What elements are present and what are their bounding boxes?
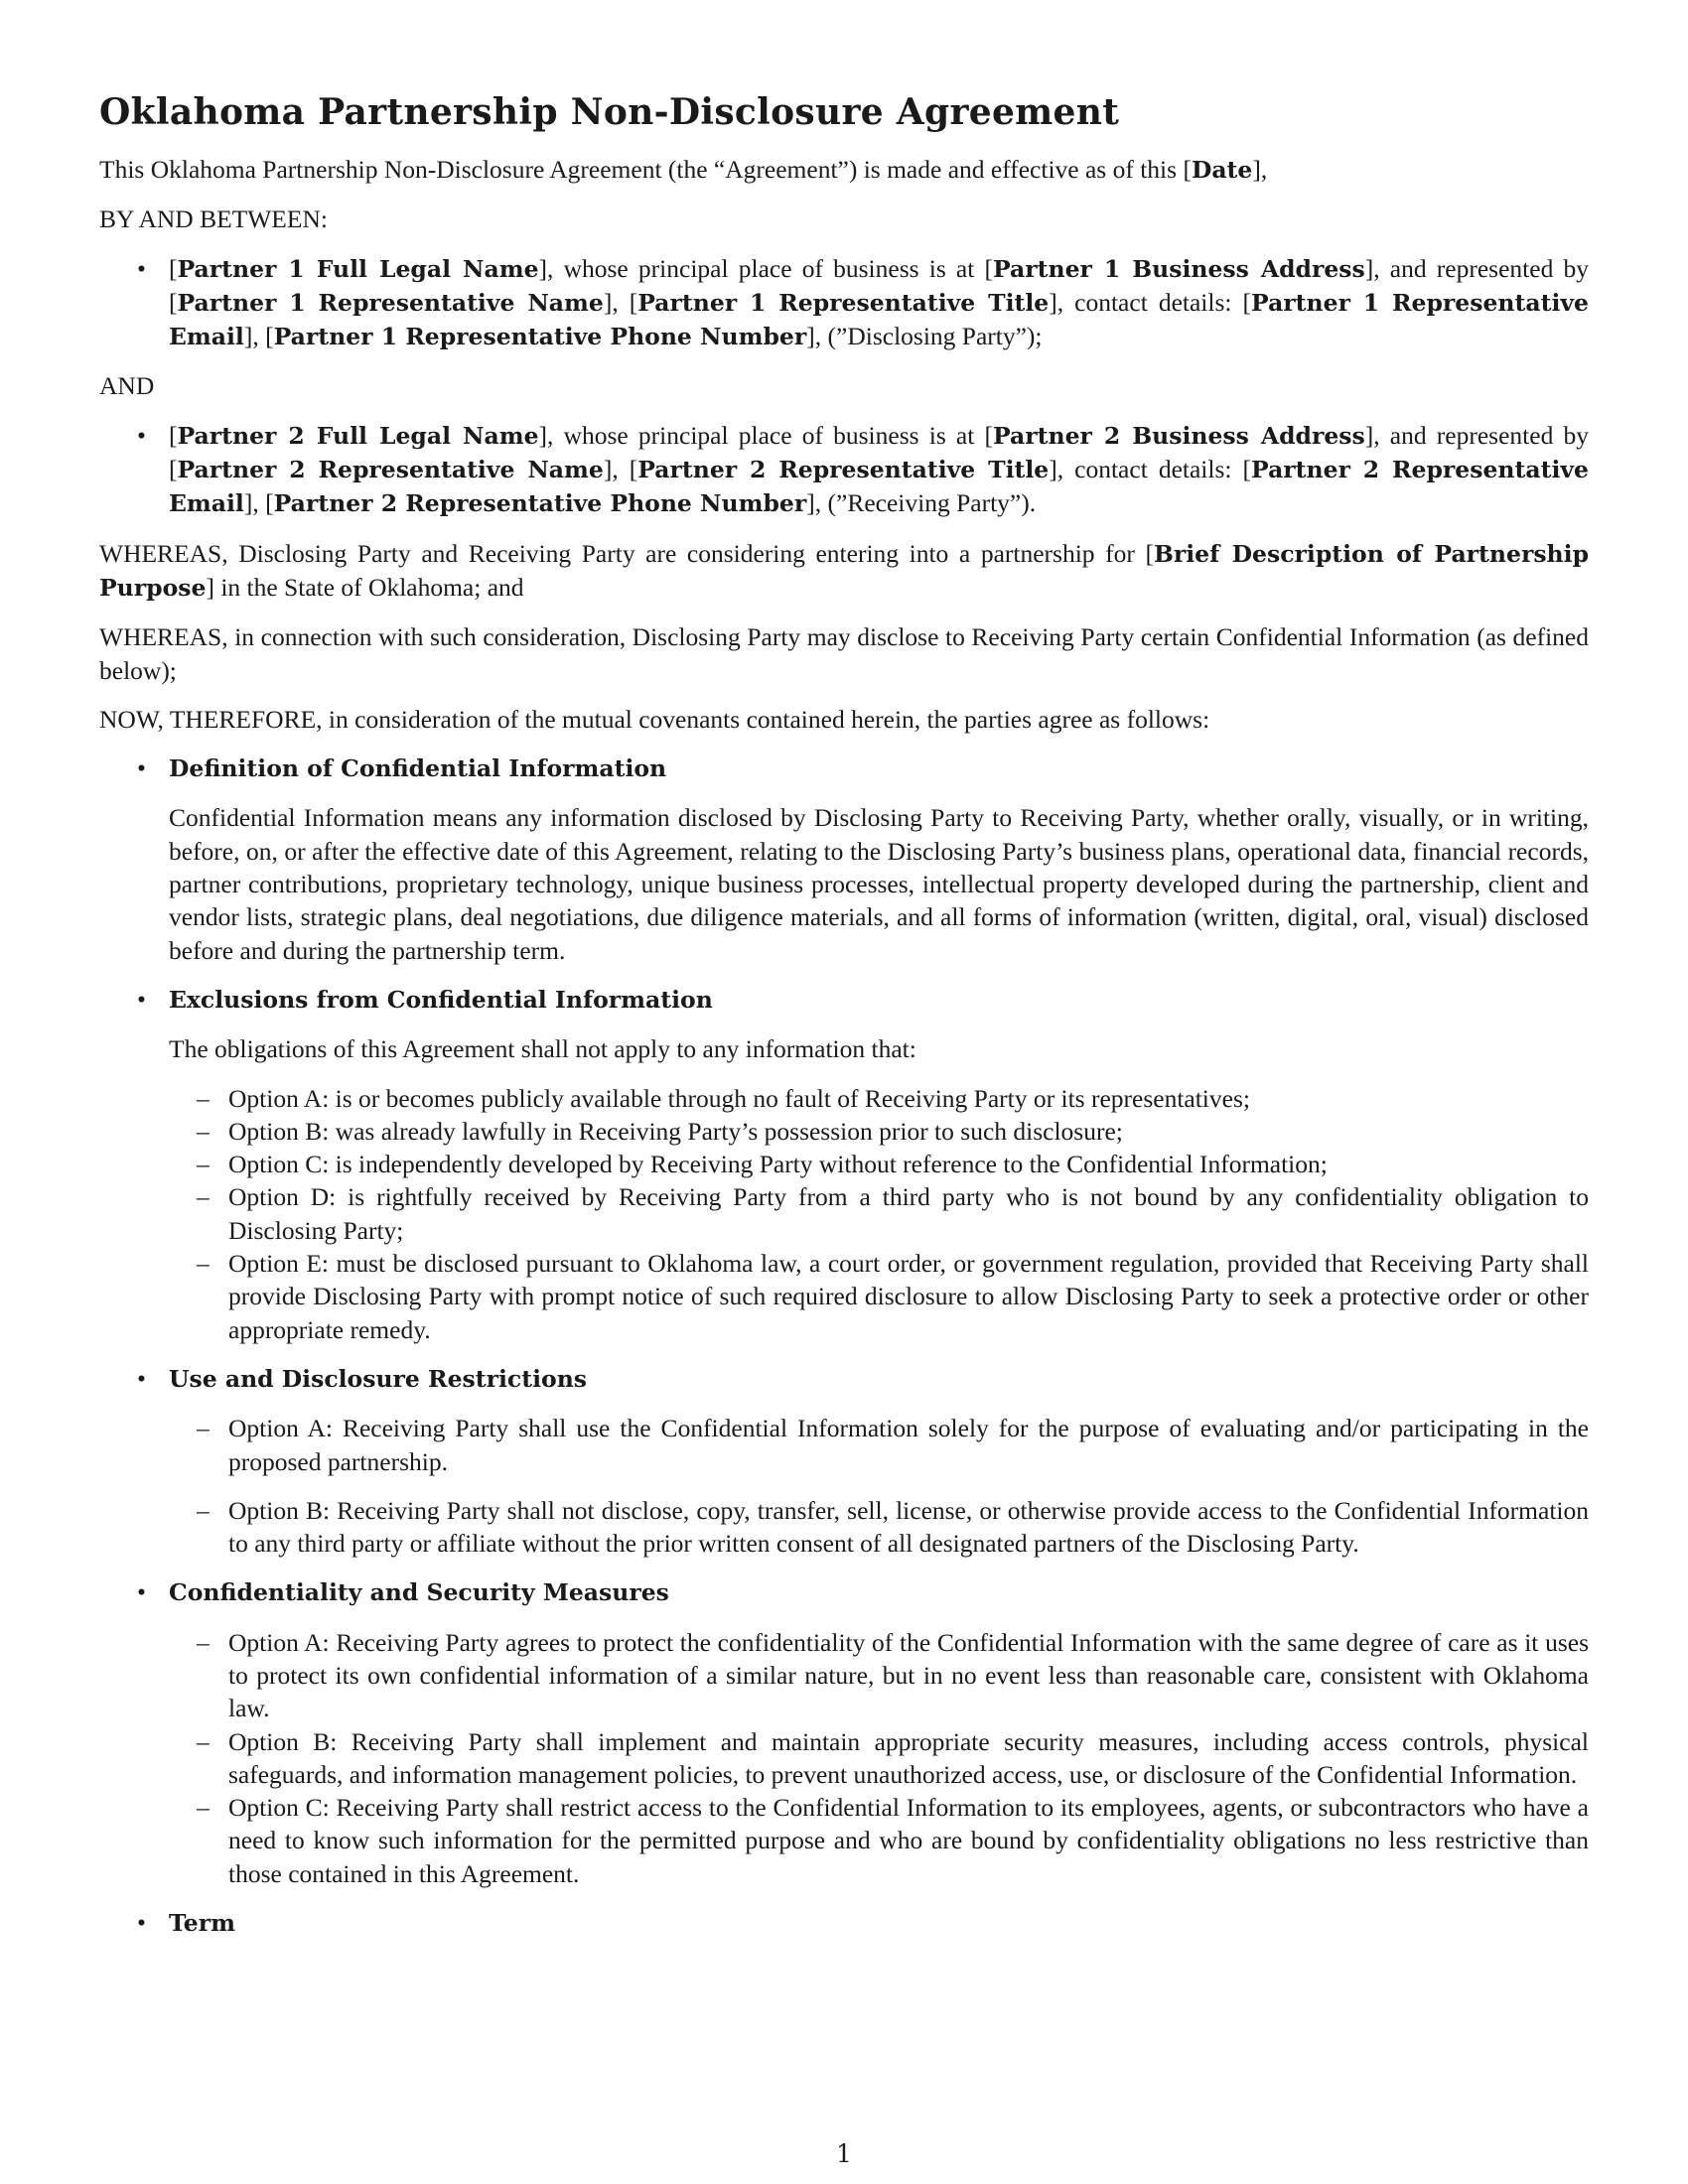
section-security xyxy=(99,1575,1589,1890)
section-definition xyxy=(99,751,1589,967)
now-therefore: NOW, THEREFORE, in consideration of the mutual covenants contained herein, the parties agree as follows: xyxy=(99,704,1210,734)
list-item: – Option A: Receiving Party agrees to protect the confidentiality of the Confidential Information with the same degree of care as it uses to protect its own confidential information of a similar nature, but in no event less than reasonable care, consistent with Oklahoma law. xyxy=(99,1626,1589,1725)
list-item: – Option A: is or becomes publicly available through no fault of Receiving Party or its representatives; xyxy=(99,1082,1589,1115)
section-body: Confidential Information means any information disclosed by Disclosing Party to Receiving Party, whether orally, visually, or in writing, before, on, or after the effective date of this Agreement, relating to the Disclosing Party’s business plans, operational data, financial records, partner contributions, proprietary technology, unique business processes, intellectual property developed during the partnership, client and vendor lists, strategic plans, deal negotiations, due diligence materials, and all forms of information (written, digital, oral, visual) disclosed before and during the partnership term. xyxy=(169,803,1589,965)
section-title: Confidentiality and Security Measures xyxy=(169,1578,669,1607)
date-placeholder: Date xyxy=(1191,156,1253,184)
page-number: 1 xyxy=(836,2139,852,2168)
partner-1-name: Partner 1 Full Legal Name xyxy=(177,254,539,283)
and-label: AND xyxy=(99,371,155,401)
between-label: BY AND BETWEEN: xyxy=(99,205,328,234)
partner-1-block: • [Partner 1 Full Legal Name], whose principal place of business is at [Partner 1 Business Address], and represented by [Partner 1 Representative Name], [Partner 1 Representative Title], contact details: [Partner 1 Representative Email], [Partner 1 Representative Phone Number], (”Disclosing Party”); xyxy=(99,252,1589,354)
intro-text: This Oklahoma Partnership Non-Disclosure Agreement (the “Agreement”) is made and effective as of this xyxy=(99,155,1184,184)
section-intro: The obligations of this Agreement shall not apply to any information that: xyxy=(169,1034,916,1064)
list-item: – Option B: Receiving Party shall not disclose, copy, transfer, sell, license, or otherwise provide access to the Confidential Information to any third party or affiliate without the prior written consent of all designated partners of the Disclosing Party. xyxy=(99,1494,1589,1561)
section-use xyxy=(99,1362,1589,1560)
section-exclusions xyxy=(99,983,1589,1346)
document-page xyxy=(99,87,1589,1956)
partner-2-phone: Partner 2 Representative Phone Number xyxy=(273,489,807,518)
partner-2-block: • [Partner 2 Full Legal Name], whose principal place of business is at [Partner 2 Business Address], and represented by [Partner 2 Representative Name], [Partner 2 Representative Title], contact details: [Partner 2 Representative Email], [Partner 2 Representative Phone Number], (”Receiving Party”). xyxy=(99,419,1589,521)
list-item: – Option B: was already lawfully in Receiving Party’s possession prior to such disclosure; xyxy=(99,1115,1589,1148)
list-item: – Option C: is independently developed by Receiving Party without reference to the Confidential Information; xyxy=(99,1148,1589,1180)
intro-paragraph: This Oklahoma Partnership Non-Disclosure Agreement (the “Agreement”) is made and effective as of this [Date], xyxy=(99,155,1268,184)
partner-2-rep-name: Partner 2 Representative Name xyxy=(177,456,604,484)
list-item: – Option B: Receiving Party shall implement and maintain appropriate security measures, including access controls, physical safeguards, and information management policies, to prevent unauthorized access, use, or disclosure of the Confidential Information. xyxy=(99,1725,1589,1792)
whereas-disclosure: WHEREAS, in connection with such consideration, Disclosing Party may disclose to Receiving Party certain Confidential Information (as defined below); xyxy=(99,622,1589,685)
section-title: Definition of Confidential Information xyxy=(169,754,667,783)
partner-1-phone: Partner 1 Representative Phone Number xyxy=(273,323,807,351)
partner-1-rep-title: Partner 1 Representative Title xyxy=(637,288,1050,317)
list-item: – Option D: is rightfully received by Receiving Party from a third party who is not bound by any confidentiality obligation to Disclosing Party; xyxy=(99,1180,1589,1247)
partner-2-email: Partner 2 Representative Email xyxy=(169,456,1589,518)
partner-1-email: Partner 1 Representative Email xyxy=(169,288,1589,351)
section-title: Use and Disclosure Restrictions xyxy=(169,1364,588,1393)
partner-1-address: Partner 1 Business Address xyxy=(993,254,1365,283)
section-term xyxy=(99,1906,1589,1940)
purpose-placeholder: Brief Description of Partnership Purpose xyxy=(99,539,1589,602)
partner-1-rep-name: Partner 1 Representative Name xyxy=(177,288,604,317)
list-item: – Option E: must be disclosed pursuant to Oklahoma law, a court order, or government regulation, provided that Receiving Party shall provide Disclosing Party with prompt notice of such required disclosure to allow Disclosing Party to seek a protective order or other appropriate remedy. xyxy=(99,1247,1589,1346)
section-title: Exclusions from Confidential Information xyxy=(169,985,713,1014)
section-title: Term xyxy=(169,1909,235,1938)
partner-2-name: Partner 2 Full Legal Name xyxy=(177,421,539,450)
list-item: – Option C: Receiving Party shall restrict access to the Confidential Information to its employees, agents, or subcontractors who have a need to know such information for the permitted purpose and who are bound by confidentiality obligations no less restrictive than those contained in this Agreement. xyxy=(99,1791,1589,1890)
whereas-purpose: WHEREAS, Disclosing Party and Receiving Party are considering entering into a partnership for [Brief Description of Partnership Purpose] in the State of Oklahoma; and xyxy=(99,538,1589,602)
partner-2-rep-title: Partner 2 Representative Title xyxy=(637,456,1050,484)
document-title: Oklahoma Partnership Non-Disclosure Agreement xyxy=(99,91,1120,133)
partner-2-address: Partner 2 Business Address xyxy=(993,421,1365,450)
list-item: – Option A: Receiving Party shall use the Confidential Information solely for the purpose of evaluating and/or participating in the proposed partnership. xyxy=(99,1412,1589,1478)
